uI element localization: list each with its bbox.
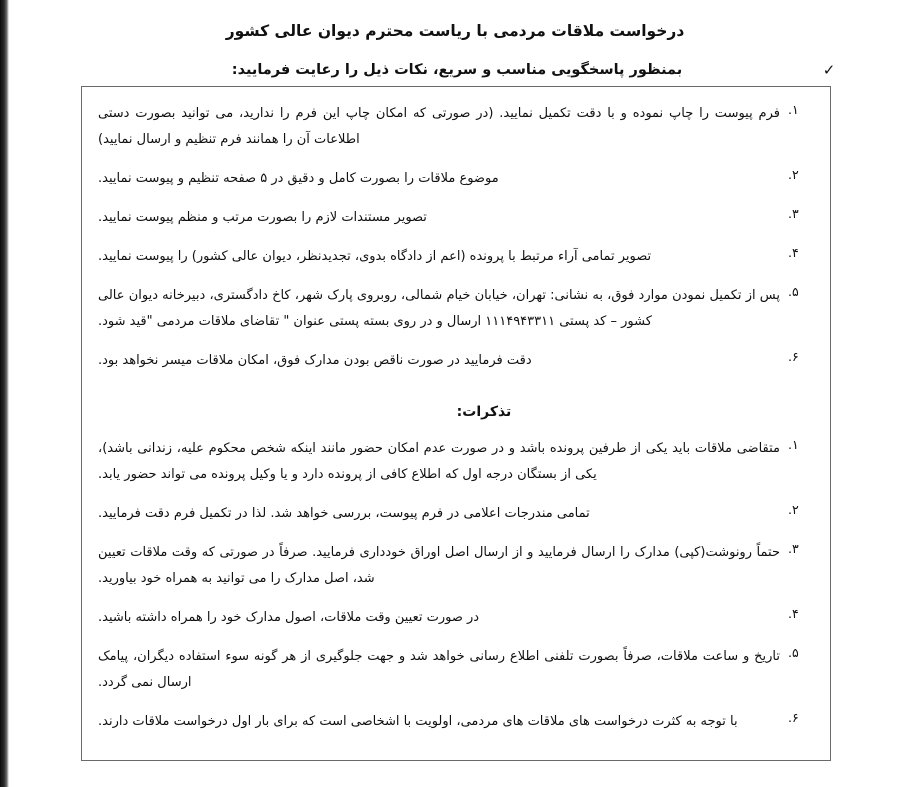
list-marker: ۲. xyxy=(788,167,799,182)
list-marker: ۲. xyxy=(788,502,799,517)
list-item xyxy=(98,244,814,270)
list-marker: ۱. xyxy=(788,437,799,452)
list-marker: ۵. xyxy=(788,645,799,660)
list-item-text: پس از تکمیل نمودن موارد فوق، به نشانی: تهران، خیابان خیام شمالی، روبروی پارک شهر، کاخ دادگستری، دبیرخانه دیوان عالی کشور – کد پستی ۱۱۱۴۹۴۳۳۱۱ ارسال و در روی بسته پستی عنوان " تقاضای ملاقات مردمی "قید شود. xyxy=(98,288,780,329)
list-item-text: تاریخ و ساعت ملاقات، صرفاً بصورت تلفنی اطلاع رسانی خواهد شد و جهت جلوگیری از هر گونه سوء استفاده دیگران، پیامک ارسال نمی گردد. xyxy=(98,649,780,690)
list-item xyxy=(98,540,814,592)
list-marker: ۶. xyxy=(788,349,799,364)
instructions-list xyxy=(98,101,814,374)
list-item xyxy=(98,348,814,374)
notes-heading: تذکرات: xyxy=(456,404,512,420)
list-item-text: تمامی مندرجات اعلامی در فرم پیوست، بررسی خواهد شد. لذا در تکمیل فرم دقت فرمایید. xyxy=(98,506,590,521)
list-item-text: تصویر تمامی آراء مرتبط با پرونده (اعم از دادگاه بدوی، تجدیدنظر، دیوان عالی کشور) را پیوست نمایید. xyxy=(98,249,652,264)
list-item-text: دقت فرمایید در صورت ناقص بودن مدارک فوق، امکان ملاقات میسر نخواهد بود. xyxy=(98,353,532,368)
list-item xyxy=(98,709,814,735)
list-marker: ۶. xyxy=(788,710,799,725)
list-item xyxy=(98,605,814,631)
list-marker: ۳. xyxy=(788,206,799,221)
list-marker: ۴. xyxy=(788,245,799,260)
subtitle-text: بمنظور پاسخگویی مناسب و سریع، نکات ذیل را رعایت فرمایید: xyxy=(231,62,683,78)
list-item-text: موضوع ملاقات را بصورت کامل و دقیق در ۵ صفحه تنظیم و پیوست نمایید. xyxy=(98,171,499,186)
document-page xyxy=(9,0,901,787)
notes-list xyxy=(98,436,814,735)
list-item-text: با توجه به کثرت درخواست های ملاقات های مردمی، اولویت با اشخاصی است که برای بار اول درخواست ملاقات دارند. xyxy=(98,714,738,729)
list-item xyxy=(98,205,814,231)
scan-edge-artifact xyxy=(0,0,9,787)
subtitle-row xyxy=(61,62,839,78)
list-marker: ۱. xyxy=(788,102,799,117)
page-title: درخواست ملاقات مردمی با ریاست محترم دیوان عالی کشور xyxy=(225,22,685,40)
list-item xyxy=(98,166,814,192)
list-item-text: متقاضی ملاقات باید یکی از طرفین پرونده باشد و در صورت عدم امکان حضور مانند اینکه شخص محکوم علیه، زندانی باشد)، یکی از بستگان درجه اول که اطلاع کافی از پرونده دارد و یا وکیل پرونده می تواند حضور یابد. xyxy=(98,441,780,482)
list-marker: ۵. xyxy=(788,284,799,299)
check-icon: ✓ xyxy=(822,60,836,79)
list-marker: ۳. xyxy=(788,541,799,556)
list-item-text: حتماً رونوشت(کپی) مدارک را ارسال فرمایید و از ارسال اصل اوراق خودداری فرمایید. صرفاً در صورتی که وقت ملاقات تعیین شد، اصل مدارک را می توانید به همراه خود بیاورید. xyxy=(98,545,780,586)
list-item xyxy=(98,101,814,153)
list-item xyxy=(98,283,814,335)
list-item xyxy=(98,501,814,527)
content-frame xyxy=(81,86,831,761)
list-item xyxy=(98,644,814,696)
list-item-text: تصویر مستندات لازم را بصورت مرتب و منظم پیوست نمایید. xyxy=(98,210,427,225)
list-marker: ۴. xyxy=(788,606,799,621)
list-item-text: فرم پیوست را چاپ نموده و با دقت تکمیل نمایید. (در صورتی که امکان چاپ این فرم را ندارید، می توانید بصورت دستی اطلاعات آن را همانند فرم تنظیم و ارسال نمایید) xyxy=(98,106,780,147)
list-item-text: در صورت تعیین وقت ملاقات، اصول مدارک خود را همراه داشته باشید. xyxy=(98,610,480,625)
list-item xyxy=(98,436,814,488)
